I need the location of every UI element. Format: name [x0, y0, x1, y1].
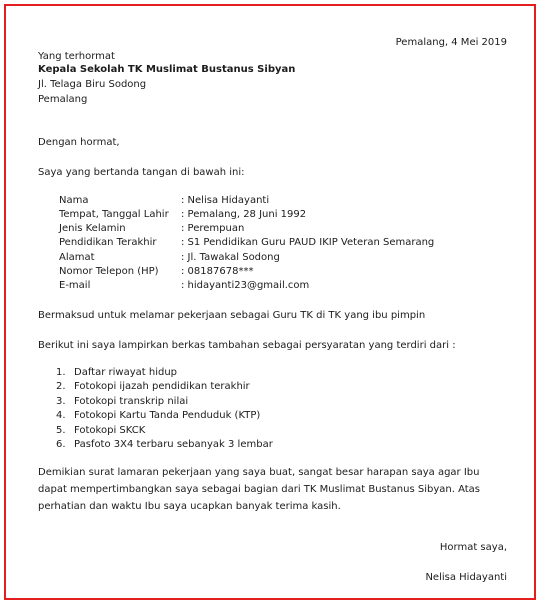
list-item: Fotokopi transkrip nilai [74, 396, 189, 407]
recipient-greeting: Yang terhormat [38, 51, 115, 62]
list-item: Daftar riwayat hidup [74, 367, 178, 378]
list-number: 5. [56, 425, 66, 436]
list-number: 4. [56, 410, 66, 421]
detail-label: Tempat, Tanggal Lahir [59, 209, 169, 220]
list-number: 3. [56, 396, 66, 407]
recipient-address: Jl. Telaga Biru Sodong [38, 79, 147, 90]
recipient-city: Pemalang [38, 94, 88, 105]
purpose-text: Bermaksud untuk melamar pekerjaan sebagai Guru TK di TK yang ibu pimpin [38, 310, 426, 321]
detail-label: Pendidikan Terakhir [59, 237, 157, 248]
detail-value: : Perempuan [181, 223, 245, 234]
detail-label: Nomor Telepon (HP) [59, 266, 159, 277]
intro-text: Saya yang bertanda tangan di bawah ini: [38, 167, 245, 178]
list-item: Fotokopi SKCK [74, 425, 146, 436]
detail-label: Jenis Kelamin [59, 223, 126, 234]
attachments-intro: Berikut ini saya lampirkan berkas tambahan sebagai persyaratan yang terdiri dari : [38, 340, 456, 351]
detail-label: E-mail [59, 280, 91, 291]
detail-value: : Nelisa Hidayanti [181, 195, 270, 206]
detail-value: : S1 Pendidikan Guru PAUD IKIP Veteran Semarang [181, 237, 435, 248]
detail-value: : Pemalang, 28 Juni 1992 [181, 209, 307, 220]
detail-value: : Jl. Tawakal Sodong [181, 252, 280, 263]
recipient-name: Kepala Sekolah TK Muslimat Bustanus Sibyan [38, 64, 296, 75]
list-item: Pasfoto 3X4 terbaru sebanyak 3 lembar [74, 439, 273, 450]
detail-value: : 08187678*** [181, 266, 254, 277]
signature-name: Nelisa Hidayanti [425, 572, 507, 583]
detail-label: Nama [59, 195, 89, 206]
letter-date: Pemalang, 4 Mei 2019 [395, 37, 507, 48]
detail-value: : hidayanti23@gmail.com [181, 280, 310, 291]
salutation: Dengan hormat, [38, 137, 120, 148]
detail-label: Alamat [59, 252, 95, 263]
list-item: Fotokopi Kartu Tanda Penduduk (KTP) [74, 410, 261, 421]
list-number: 1. [56, 367, 66, 378]
list-number: 2. [56, 381, 66, 392]
closing-paragraph: Demikian surat lamaran pekerjaan yang saya buat, sangat besar harapan saya agar Ibu dapat mempertimbangkan saya sebagai bagian dari TK Muslimat Bustanus Sibyan. Atas perhatian dan waktu Ibu saya ucapkan banyak terima kasih. [38, 467, 480, 512]
signoff: Hormat saya, [439, 542, 507, 553]
list-item: Fotokopi ijazah pendidikan terakhir [74, 381, 250, 392]
list-number: 6. [56, 439, 66, 450]
